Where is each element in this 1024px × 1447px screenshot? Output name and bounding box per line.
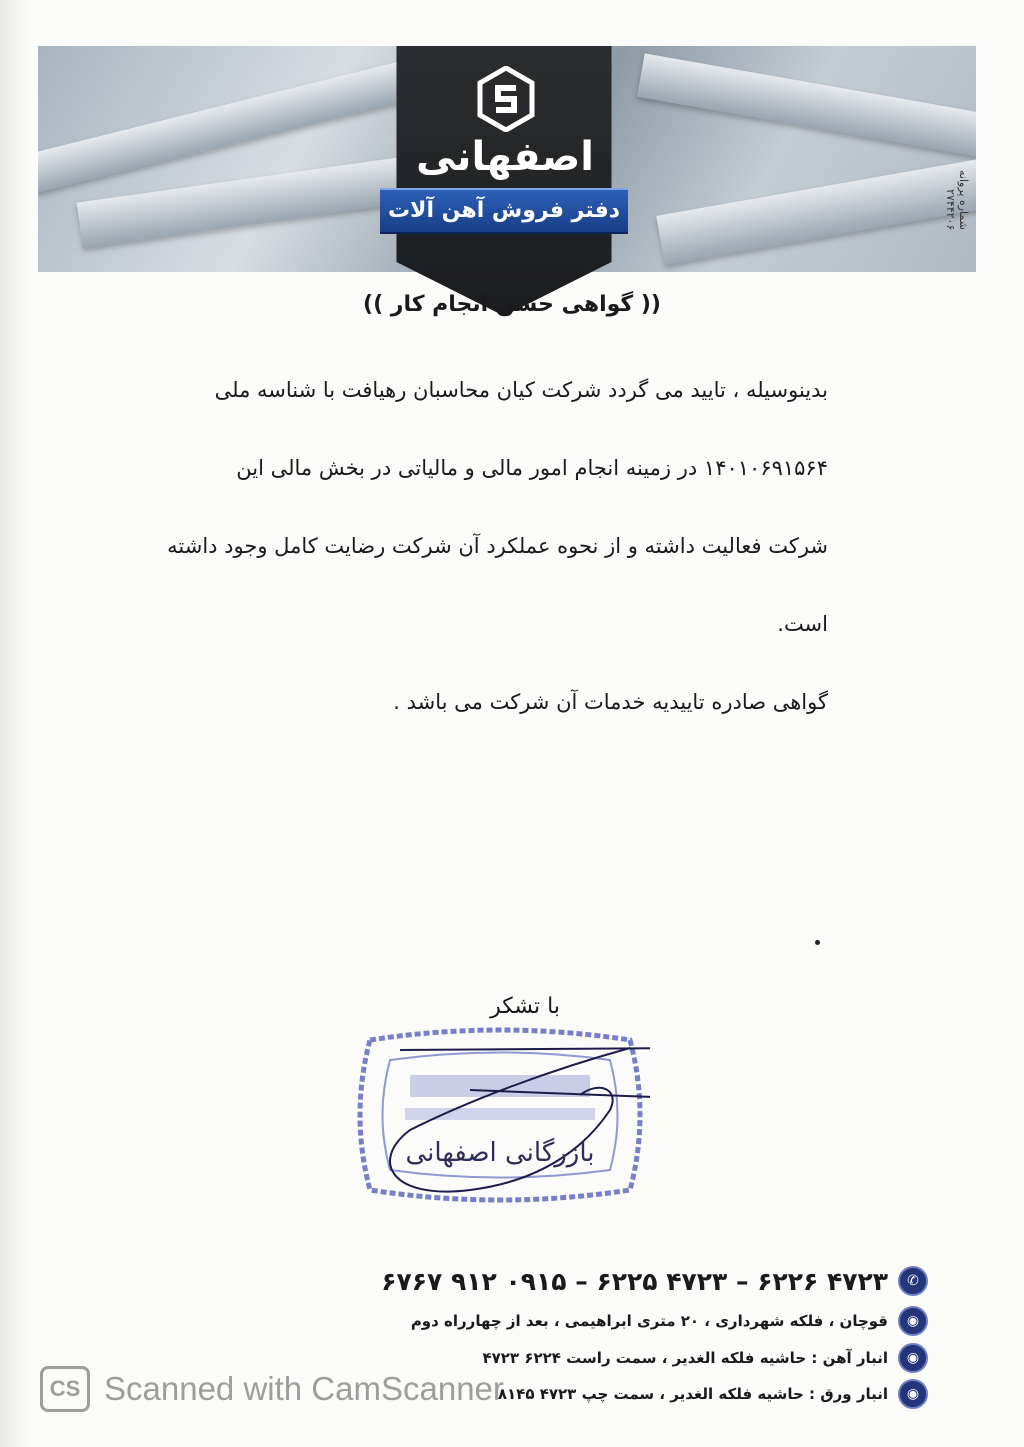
steel-beam-image xyxy=(637,53,976,162)
phone-icon: ✆ xyxy=(898,1266,928,1296)
location-icon: ◉ xyxy=(898,1306,928,1336)
body-line: است. xyxy=(777,612,828,636)
document-title: (( گواهی حسن انجام کار )) xyxy=(363,292,661,317)
watermark-text: Scanned with CamScanner xyxy=(104,1370,504,1407)
company-logo-icon xyxy=(476,66,536,132)
company-subtitle: دفتر فروش آهن آلات xyxy=(380,188,628,234)
license-value: ۲۷۴۴۲۰۶ xyxy=(944,188,957,230)
closing-text: با تشکر xyxy=(490,994,560,1019)
phone-numbers: ۴۷۲۳ ۶۲۲۶ – ۴۷۲۳ ۶۲۲۵ – ۰۹۱۵ ۹۱۲ ۶۷۶۷ xyxy=(381,1266,888,1296)
camscanner-logo-icon: CS xyxy=(40,1366,90,1412)
steel-beam-image xyxy=(656,157,976,265)
stray-dot xyxy=(815,940,820,945)
address-row xyxy=(498,1379,928,1409)
body-line: ۱۴۰۱۰۶۹۱۵۶۴ در زمینه انجام امور مالی و مالیاتی در بخش مالی این xyxy=(236,456,828,480)
body-line: بدینوسیله ، تایید می گردد شرکت کیان محاسبان رهیافت با شناسه ملی xyxy=(214,378,828,402)
camscanner-watermark xyxy=(40,1366,504,1412)
address-text: انبار ورق : حاشیه فلکه الغدیر ، سمت چپ ۴۷۲۳ ۸۱۴۵ xyxy=(497,1385,888,1403)
location-icon: ◉ xyxy=(898,1379,928,1409)
license-number xyxy=(930,150,970,230)
scan-edge xyxy=(0,0,28,1447)
address-row xyxy=(482,1343,928,1373)
body-line: گواهی صادره تاییدیه خدمات آن شرکت می باشد . xyxy=(393,690,828,714)
address-text: انبار آهن : حاشیه فلکه الغدیر ، سمت راست ۶۲۲۴ ۴۷۲۳ xyxy=(482,1349,888,1367)
phone-row xyxy=(381,1266,928,1296)
body-line: شرکت فعالیت داشته و از نحوه عملکرد آن شرکت رضایت کامل وجود داشته xyxy=(167,534,828,558)
stamp-text: بازرگانی اصفهانی xyxy=(405,1138,595,1168)
company-name: اصفهانی xyxy=(415,134,595,180)
location-icon: ◉ xyxy=(898,1343,928,1373)
address-text: قوچان ، فلکه شهرداری ، ۲۰ متری ابراهیمی ، بعد از چهارراه دوم xyxy=(410,1312,888,1330)
company-stamp-icon xyxy=(350,1020,650,1210)
license-label: شماره پروانه xyxy=(957,170,970,230)
address-row xyxy=(411,1306,928,1336)
